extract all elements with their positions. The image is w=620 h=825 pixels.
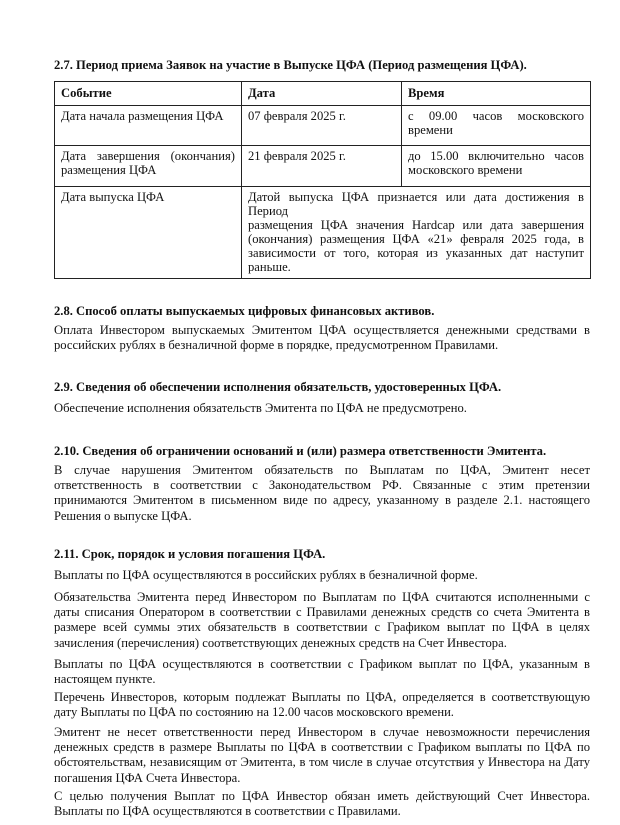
- text-line: размере всей суммы этих обязательств в соответствии с Графиком выплат по ЦФА в целях: [54, 620, 590, 635]
- section-2-11-paragraph-1: [54, 568, 590, 583]
- text-line: Выплаты по ЦФА осуществляются в соответствии с Графиком выплат по ЦФА, указанным в: [54, 657, 590, 671]
- text-line: Обязательства Эмитента перед Инвестором по Выплатам по ЦФА считаются исполненными с: [54, 590, 590, 604]
- cell-line: Датой выпуска ЦФА признается или дата достижения в Период: [248, 190, 584, 218]
- text-line: Решения о выпуске ЦФА.: [54, 508, 192, 523]
- column-header-time: Время: [402, 82, 591, 106]
- cell-line: времени: [408, 123, 453, 137]
- section-2-11-paragraph-5: [54, 725, 590, 786]
- cell-line: Дата завершения (окончания): [61, 149, 235, 163]
- cell-line: Дата начала размещения ЦФА: [61, 109, 224, 123]
- section-2-11-paragraph-6: [54, 789, 590, 819]
- section-2-11-heading: 2.11. Срок, порядок и условия погашения ЦФА.: [54, 547, 326, 561]
- cell-line: размещения ЦФА: [61, 163, 157, 177]
- date-cell: [242, 146, 402, 187]
- column-header-date: Дата: [242, 82, 402, 106]
- section-2-7-heading: 2.7. Период приема Заявок на участие в Выпуске ЦФА (Период размещения ЦФА).: [54, 58, 527, 72]
- text-line: зачисления (перечисления) соответствующих денежных средств на Счет Инвестора.: [54, 635, 507, 650]
- text-line: обстоятельствам, независящим от Эмитента, в том числе в случае отсутствия у Инвестора на Дату: [54, 755, 590, 770]
- cell-line: раньше.: [248, 260, 291, 274]
- section-2-11-paragraph-3: [54, 657, 590, 687]
- event-cell: [55, 146, 242, 187]
- cell-line: московского времени: [408, 163, 523, 177]
- text-line: Эмитент не несет ответственности перед Инвестором в случае невозможности перечисления: [54, 725, 590, 739]
- text-line: ответственность в соответствии с Законодательством РФ. Связанные с этим претензии: [54, 478, 590, 493]
- text-line: дату Выплаты по ЦФА по состоянию на 12.00 часов московского времени.: [54, 705, 454, 720]
- cell-line: размещения ЦФА значения Hardcap или дата завершения: [248, 218, 584, 232]
- section-2-9-paragraph: [54, 401, 590, 416]
- text-line: Обеспечение исполнения обязательств Эмитента по ЦФА не предусмотрено.: [54, 401, 467, 415]
- section-2-8-paragraph: [54, 323, 590, 353]
- section-2-9-heading: 2.9. Сведения об обеспечении исполнения обязательств, удостоверенных ЦФА.: [54, 380, 502, 394]
- text-line: Перечень Инвесторов, которым подлежат Выплаты по ЦФА, определяется в соответствующую: [54, 690, 590, 704]
- cell-line: 07 февраля 2025 г.: [248, 109, 346, 123]
- text-line: денежных средств в размере Выплаты по ЦФА в соответствии с Графиком выплаты по ЦФА по: [54, 740, 590, 755]
- cell-line: с 09.00 часов московского: [408, 109, 584, 123]
- section-2-8-heading: 2.8. Способ оплаты выпускаемых цифровых финансовых активов.: [54, 304, 435, 318]
- section-2-10-heading: 2.10. Сведения об ограничении оснований и (или) размера ответственности Эмитента.: [54, 444, 547, 458]
- section-2-10-paragraph: [54, 463, 590, 524]
- date-cell: [242, 106, 402, 146]
- placement-period-table: [54, 81, 591, 279]
- table-row: [55, 146, 591, 187]
- event-cell: [55, 106, 242, 146]
- time-cell: [402, 146, 591, 187]
- table-row: [55, 187, 591, 279]
- text-line: Выплаты по ЦФА осуществляются в российских рублях в безналичной форме.: [54, 568, 478, 582]
- table-row: [55, 106, 591, 146]
- time-cell: [402, 106, 591, 146]
- cell-line: Дата выпуска ЦФА: [61, 190, 165, 204]
- text-line: принимаются Эмитентом в письменном виде по адресу, указанному в разделе 2.1. настоящего: [54, 493, 590, 508]
- text-line: С целью получения Выплат по ЦФА Инвестор обязан иметь действующий Счет Инвестора.: [54, 789, 590, 803]
- text-line: погашения ЦФА Счета Инвестора.: [54, 770, 241, 785]
- cell-line: (окончания) размещения ЦФА «21» февраля 2025 года, в: [248, 232, 584, 246]
- text-line: настоящем пункте.: [54, 672, 156, 687]
- text-line: даты списания Оператором в соответствии с Правилами денежных средств со счета Эмитента в: [54, 605, 590, 620]
- cell-line: до 15.00 включительно часов: [408, 149, 584, 163]
- cell-line: 21 февраля 2025 г.: [248, 149, 346, 163]
- column-header-event: Событие: [55, 82, 242, 106]
- merged-date-time-cell: [242, 187, 591, 279]
- section-2-11-paragraph-4: [54, 690, 590, 720]
- text-line: Выплаты по ЦФА осуществляются в соответствии с Правилами.: [54, 804, 401, 819]
- cell-line: зависимости от того, которая из указанных дат наступит: [248, 246, 584, 260]
- event-cell: [55, 187, 242, 279]
- section-2-11-paragraph-2: [54, 590, 590, 651]
- text-line: российских рублях в безналичной форме в порядке, предусмотренном Правилами.: [54, 338, 499, 353]
- text-line: В случае нарушения Эмитентом обязательств по Выплатам по ЦФА, Эмитент несет: [54, 463, 590, 477]
- text-line: Оплата Инвестором выпускаемых Эмитентом ЦФА осуществляется денежными средствами в: [54, 323, 590, 337]
- table-header-row: [55, 82, 591, 106]
